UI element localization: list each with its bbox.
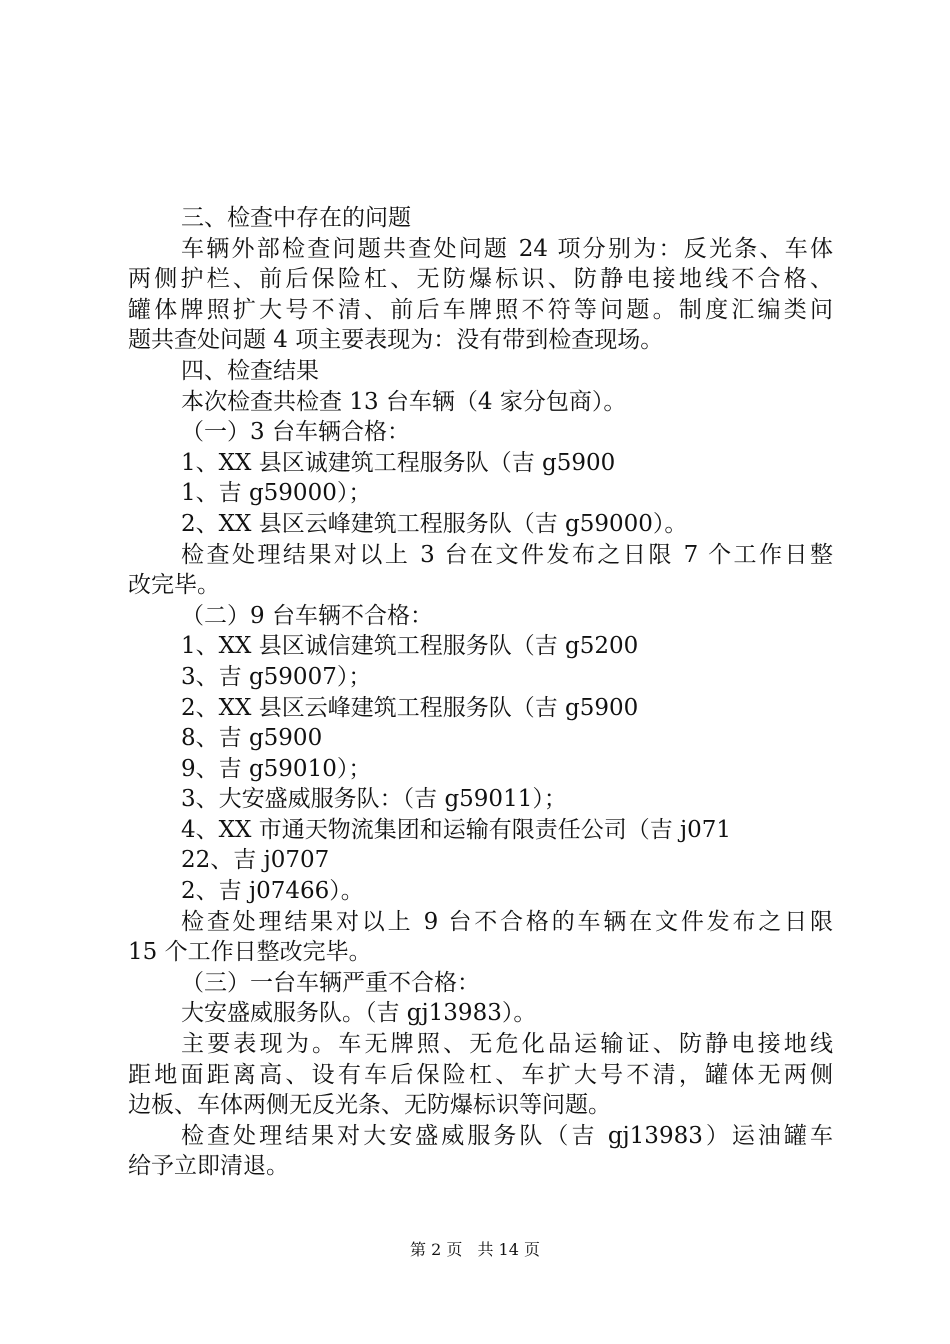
text-line: 罐体牌照扩大号不清、前后车牌照不符等问题。制度汇编类问 — [128, 296, 833, 323]
text-line: 两侧护栏、前后保险杠、无防爆标识、防静电接地线不合格、 — [128, 266, 833, 293]
page-total: 共 14 页 — [477, 1240, 540, 1259]
text-line: 2、XX 县区云峰建筑工程服务队（吉 g59000）。 — [181, 510, 688, 537]
text-line: 4、XX 市通天物流集团和运输有限责任公司（吉 j071 — [181, 816, 732, 843]
text-line: 距地面距离高、设有车后保险杠、车扩大号不清，罐体无两侧 — [128, 1061, 833, 1088]
text-line: 15 个工作日整改完毕。 — [128, 939, 372, 966]
page-number: 第 2 页 — [410, 1240, 463, 1259]
text-line: 给予立即清退。 — [128, 1153, 289, 1180]
text-line: 8、吉 g5900 — [181, 725, 323, 752]
text-line: （一）3 台车辆合格： — [181, 419, 410, 446]
text-line: 本次检查共检查 13 台车辆（4 家分包商）。 — [181, 388, 627, 415]
text-line: 检查处理结果对以上 9 台不合格的车辆在文件发布之日限 — [181, 908, 833, 935]
text-line: 2、XX 县区云峰建筑工程服务队（吉 g5900 — [181, 694, 639, 721]
text-line: 边板、车体两侧无反光条、无防爆标识等问题。 — [128, 1092, 611, 1119]
text-line: 1、XX 县区诚信建筑工程服务队（吉 g5200 — [181, 633, 639, 660]
text-line: （三）一台车辆严重不合格： — [181, 969, 480, 996]
text-line: 9、吉 g59010）； — [181, 755, 372, 782]
text-line: 22、吉 j0707 — [181, 847, 330, 874]
text-line: 1、吉 g59000）； — [181, 480, 372, 507]
text-line: 3、大安盛威服务队：（吉 g59011）； — [181, 786, 567, 813]
text-line: 题共查处问题 4 项主要表现为：没有带到检查现场。 — [128, 327, 664, 354]
text-line: 检查处理结果对大安盛威服务队（吉 gj13983）运油罐车 — [181, 1122, 833, 1149]
text-line: 改完毕。 — [128, 572, 220, 599]
page-footer — [0, 1240, 950, 1260]
text-line: 3、吉 g59007）； — [181, 663, 372, 690]
text-line: 三、检查中存在的问题 — [181, 205, 411, 231]
text-line: 大安盛威服务队。（吉 gj13983）。 — [181, 1000, 537, 1027]
text-line: 主要表现为。车无牌照、无危化品运输证、防静电接地线 — [181, 1031, 833, 1058]
text-line: 检查处理结果对以上 3 台在文件发布之日限 7 个工作日整 — [181, 541, 833, 568]
text-line: 1、XX 县区诚建筑工程服务队（吉 g5900 — [181, 449, 616, 476]
text-line: 四、检查结果 — [181, 357, 319, 384]
text-line: 2、吉 j07466）。 — [181, 878, 364, 905]
document-body — [128, 203, 833, 1182]
text-line: （二）9 台车辆不合格： — [181, 602, 433, 629]
text-line: 车辆外部检查问题共查处问题 24 项分别为：反光条、车体 — [181, 235, 833, 262]
